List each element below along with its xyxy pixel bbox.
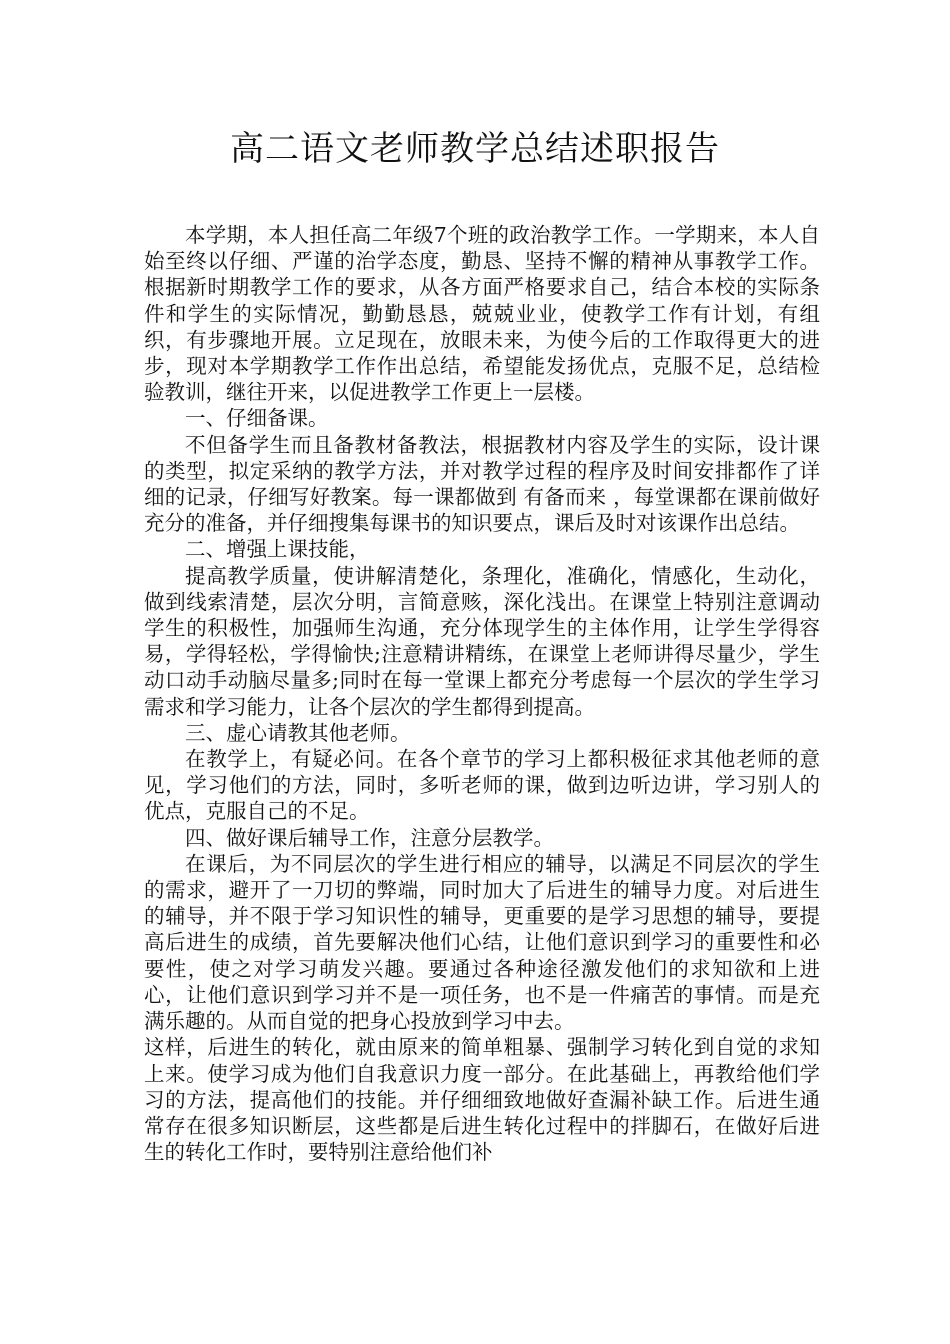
document-title: 高二语文老师教学总结述职报告 <box>230 129 720 169</box>
section-heading-2: 二、增强上课技能， <box>185 537 370 562</box>
section-heading-1: 一、仔细备课。 <box>185 406 329 431</box>
paragraph-continuation: 这样，后进生的转化，就由原来的简单粗暴、强制学习转化到自觉的求知上来。使学习成为他们自我意识力度一部分。在此基础上，再教给他们学习的方法，提高他们的技能。并仔细细致地做好查漏补缺工作。后进生通常存在很多知识断层，这些都是后进生转化过程中的拌脚石，在做好后进生的转化工作时，要特别注意给他们补 <box>144 1035 820 1165</box>
paragraph-intro: 本学期，本人担任高二年级7个班的政治教学工作。一学期来，本人自始至终以仔细、严谨的治学态度，勤恳、坚持不懈的精神从事教学工作。根据新时期教学工作的要求，从各方面严格要求自己，结合本校的实际条件和学生的实际情况，勤勤恳恳，兢兢业业，使教学工作有计划，有组织，有步骤地开展。立足现在，放眼未来，为使今后的工作取得更大的进步，现对本学期教学工作作出总结，希望能发扬优点，克服不足，总结检验教训，继往开来，以促进教学工作更上一层楼。 <box>144 223 820 405</box>
paragraph-section-1: 不但备学生而且备教材备教法，根据教材内容及学生的实际，设计课的类型，拟定采纳的教学方法，并对教学过程的程序及时间安排都作了详细的记录，仔细写好教案。每一课都做到 有备而来 ，每堂课都在课前做好充分的准备，并仔细搜集每课书的知识要点，课后及时对该课作出总结。 <box>144 432 820 536</box>
section-heading-4: 四、做好课后辅导工作，注意分层教学。 <box>185 825 554 850</box>
section-heading-3: 三、虚心请教其他老师。 <box>185 720 411 745</box>
paragraph-section-4: 在课后，为不同层次的学生进行相应的辅导，以满足不同层次的学生的需求，避开了一刀切的弊端，同时加大了后进生的辅导力度。对后进生的辅导，并不限于学习知识性的辅导，更重要的是学习思想的辅导，要提高后进生的成绩，首先要解决他们心结，让他们意识到学习的重要性和必要性，使之对学习萌发兴趣。要通过各种途径激发他们的求知欲和上进心，让他们意识到学习并不是一项任务，也不是一件痛苦的事情。而是充满乐趣的。从而自觉的把身心投放到学习中去。 <box>144 851 820 1034</box>
document-body <box>144 222 820 1165</box>
paragraph-section-3: 在教学上，有疑必问。在各个章节的学习上都积极征求其他老师的意见，学习他们的方法，同时，多听老师的课，做到边听边讲，学习别人的优点，克服自己的不足。 <box>144 747 820 824</box>
paragraph-section-2: 提高教学质量，使讲解清楚化，条理化，准确化，情感化，生动化，做到线索清楚，层次分明，言简意赅，深化浅出。在课堂上特别注意调动学生的积极性，加强师生沟通，充分体现学生的主体作用，让学生学得容易，学得轻松，学得愉快;注意精讲精练，在课堂上老师讲得尽量少，学生动口动手动脑尽量多;同时在每一堂课上都充分考虑每一个层次的学生学习需求和学习能力，让各个层次的学生都得到提高。 <box>144 563 820 719</box>
